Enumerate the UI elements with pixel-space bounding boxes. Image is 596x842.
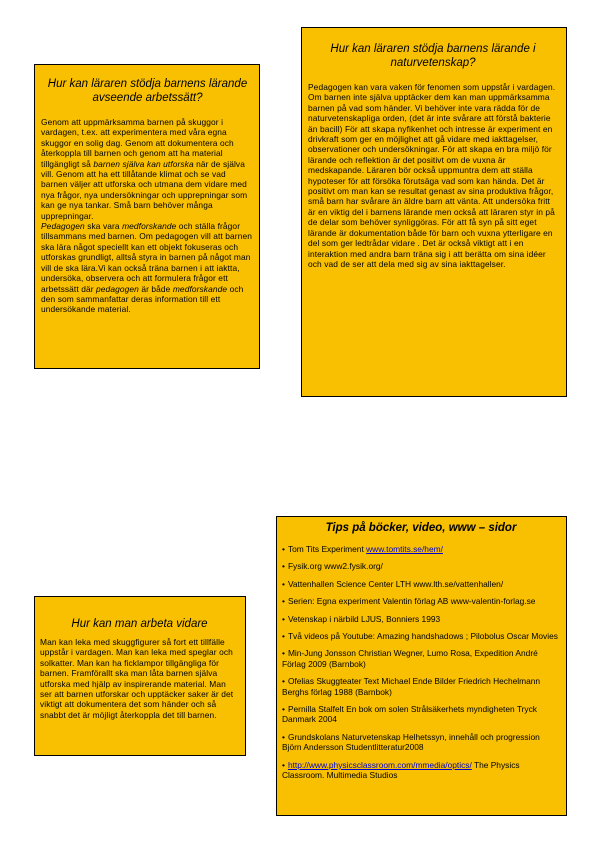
tip-list-item xyxy=(282,596,560,606)
tips-list xyxy=(282,544,560,781)
text-run: när de själva vill. Genom att ha ett tillåtande klimat och se vad barnen väljer att utforska och utmana dem vidare med nya frågor, nya undersökningar och upprepningar som kan ge nya tankar. Små barn behöver många upprepningar. xyxy=(41,158,248,221)
tip-list-item xyxy=(282,631,560,641)
emphasis-text: medforskande xyxy=(172,283,228,294)
tip-list-item xyxy=(282,561,560,571)
bullet-icon: • xyxy=(282,544,285,554)
panel-continue-working xyxy=(34,596,246,756)
tip-list-item xyxy=(282,614,560,624)
tip-list-item xyxy=(282,544,560,554)
panel-title: Hur kan läraren stödja barnens lärande avseende arbetssätt? xyxy=(47,78,248,104)
panel-body xyxy=(41,117,254,315)
bullet-icon: • xyxy=(282,596,285,607)
tip-text: Fysik.org www2.fysik.org/ xyxy=(287,561,383,572)
tip-list-item xyxy=(282,648,560,669)
bullet-icon: • xyxy=(282,561,285,572)
tip-text: Serien: Egna experiment Valentin förlag AB www-valentin-forlag.se xyxy=(287,596,536,607)
panel-body: Man kan leka med skuggfigurer så fort ett tillfälle uppstår i vardagen. Man kan leka med speglar och solkatter. Man kan ha ficklampor tillgängliga för barnen. Framförallt ska man låta barnen själva utforska med hjälp av inspirerande material. Man ser att barnen utforskar och upptäcker saker är det viktigt att dokumentera det som händer och så snabbt det är möjligt återkoppla det till barnen. xyxy=(40,637,234,720)
text-run: och ställa frågor tillsammans med barnen. Om pedagogen vill att barnen ska lära något speciellt kan ett objekt fokuseras och utforskas grundligt, alltså styra in barnen på något man vill de ska lära.Vi kan också träna barnen i att iaktta, undersöka, observera och att formulera frågor ett arbetssätt där xyxy=(41,221,252,294)
tip-text: Pernilla Stalfelt En bok om solen Strålsäkerhets myndigheten Tryck Danmark 2004 xyxy=(282,704,537,725)
bullet-icon: • xyxy=(282,759,285,770)
bullet-icon: • xyxy=(282,676,285,687)
bullet-icon: • xyxy=(282,648,285,659)
bullet-icon: • xyxy=(282,631,285,642)
tip-text: Tom Tits Experiment xyxy=(287,544,367,554)
text-run: och den som sammanfattar deras information till ett undersökande material. xyxy=(41,283,244,315)
panel-title: Tips på böcker, video, www – sidor xyxy=(325,522,517,534)
tip-text: Min-Jung Jonsson Christian Wegner, Lumo Rosa, Expedition André Förlag 2009 (Barnbok) xyxy=(282,648,538,669)
tip-list-item xyxy=(282,579,560,589)
panel-teacher-support-science xyxy=(301,27,567,397)
emphasis-text: Pedagogen xyxy=(41,221,85,232)
tip-list-item xyxy=(282,704,560,725)
tip-text: Grundskolans Naturvetenskap Helhetssyn, innehåll och progression Björn Andersson Studentlitteratur2008 xyxy=(282,731,540,753)
emphasis-text: barnen själva kan utforska xyxy=(93,158,194,169)
panel-tips-resources xyxy=(276,516,567,816)
tip-link[interactable]: www.tomtits.se/hem/ xyxy=(366,544,443,554)
tip-text: Ofelias Skuggteater Text Michael Ende Bilder Friedrich Hechelmann Berghs förlag 1988 (Barnbok) xyxy=(282,676,541,697)
panel-title: Hur kan man arbeta vidare xyxy=(71,618,208,630)
tip-list-item xyxy=(282,676,560,697)
emphasis-text: medforskande xyxy=(122,221,177,232)
tip-text: Två videos på Youtube: Amazing handshadows ; Pilobolus Oscar Movies xyxy=(287,631,558,642)
tip-text: Vattenhallen Science Center LTH www.lth.se/vattenhallen/ xyxy=(287,578,504,589)
text-run: Genom att uppmärksamma barnen på skuggor i vardagen, t.ex. att experimentera med våra egna skuggor en solig dag. Genom att dokumentera och återkoppla till barnen och genom att ha material tillgängligt så xyxy=(41,117,234,169)
bullet-icon: • xyxy=(282,704,285,715)
tip-list-item xyxy=(282,760,560,781)
panel-teacher-support-methods xyxy=(34,64,260,369)
bullet-icon: • xyxy=(282,731,285,742)
emphasis-text: pedagogen xyxy=(96,283,139,294)
tip-list-item xyxy=(282,732,560,753)
text-run: är både xyxy=(141,283,171,294)
tip-text: The Physics Classroom. Multimedia Studios xyxy=(282,759,520,781)
tip-text: Vetenskap i närbild LJUS, Bonniers 1993 xyxy=(287,613,441,624)
paragraph-2 xyxy=(41,221,254,315)
tip-link[interactable]: http://www.physicsclassroom.com/mmedia/optics/ xyxy=(287,759,472,770)
bullet-icon: • xyxy=(282,613,285,624)
text-run: ska vara xyxy=(87,221,120,232)
panel-title: Hur kan läraren stödja barnens lärande i naturvetenskap? xyxy=(330,43,536,69)
bullet-icon: • xyxy=(282,578,285,589)
panel-body: Pedagogen kan vara vaken för fenomen som uppstår i vardagen. Om barnen inte själva upptäcker dem kan man uppmärksamma barnen på vad som händer. Vi behöver inte vara rädda för de naturvetenskapliga orden, (det är inte svårare att förstå bakterie än bacill) För att skapa nyfikenhet och intresse är experiment en drivkraft som ger en möjlighet att gå vidare med iakttagelser, observationer och undersökningar. För att skapa en bra miljö för lärande och reflektion är det positivt om de vuxna är medskapande. Läraren bör också uppmuntra dem att ställa hypoteser för att försöka förutsäga vad som kan hända. Det är positivt om man kan se resultat genast av sina produktiva frågor, små barn har svårare än äldre barn att vänta. Att undersöka fritt är en viktig del i barnens lärande men också att läraren styr in på de delar som behöver synliggöras. För att få syn på sitt eget lärande är dokumentation både för barn och vuxna ytterligare en del som ger ledtrådar vidare . Det är också viktigt att i en interaktion med andra barn träna sig i att berätta om sina idéer och vad de ser att dela med sig av sina iakttagelser. xyxy=(308,82,556,269)
paragraph-1 xyxy=(41,117,254,221)
